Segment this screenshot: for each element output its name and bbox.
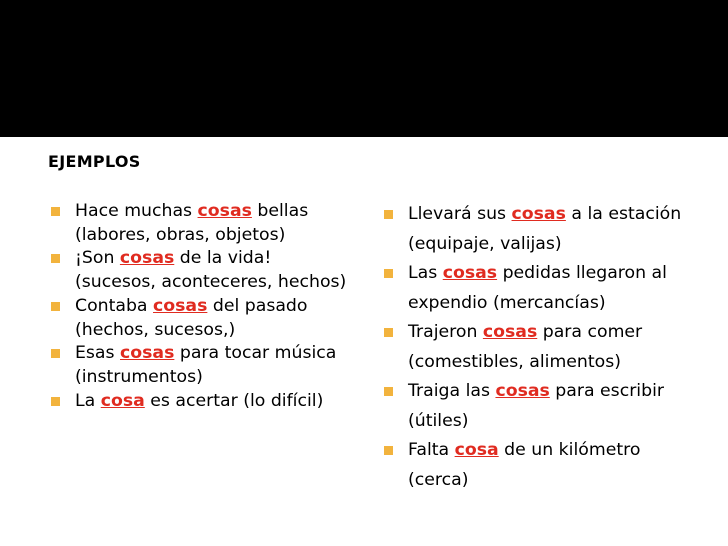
square-bullet-icon: [51, 207, 60, 216]
list-item: Esas cosas para tocar música (instrumentos): [50, 342, 350, 389]
square-bullet-icon: [384, 387, 393, 396]
list-item: Hace muchas cosas bellas (labores, obras, objetos): [50, 200, 350, 247]
list-item: Contaba cosas del pasado (hechos, sucesos,): [50, 295, 350, 342]
highlighted-word: cosa: [454, 440, 499, 460]
square-bullet-icon: [51, 302, 60, 311]
highlighted-word: cosas: [153, 295, 208, 316]
highlighted-word: cosas: [120, 343, 175, 364]
square-bullet-icon: [51, 397, 60, 406]
square-bullet-icon: [384, 446, 393, 455]
list-item: ¡Son cosas de la vida! (sucesos, aconteceres, hechos): [50, 247, 350, 294]
square-bullet-icon: [384, 210, 393, 219]
slide-heading: EJEMPLOS: [48, 152, 141, 171]
highlighted-word: cosas: [482, 322, 538, 342]
list-item: La cosa es acertar (lo difícil): [50, 390, 350, 414]
list-item: Traiga las cosas para escribir (útiles): [383, 377, 688, 436]
highlighted-word: cosas: [442, 263, 498, 283]
highlighted-word: cosas: [511, 204, 566, 224]
square-bullet-icon: [51, 349, 60, 358]
list-item: Llevará sus cosas a la estación (equipaje, valijas): [383, 200, 688, 259]
highlighted-word: cosas: [119, 248, 175, 269]
list-item: Falta cosa de un kilómetro (cerca): [383, 436, 688, 495]
list-item: Trajeron cosas para comer (comestibles, alimentos): [383, 318, 688, 377]
highlighted-word: cosas: [197, 201, 252, 221]
square-bullet-icon: [51, 254, 60, 263]
square-bullet-icon: [384, 328, 393, 337]
right-example-list: [383, 200, 688, 495]
square-bullet-icon: [384, 269, 393, 278]
left-example-list: [50, 200, 350, 413]
highlighted-word: cosa: [100, 390, 145, 411]
highlighted-word: cosas: [495, 381, 550, 401]
title-band: [0, 0, 728, 137]
list-item: Las cosas pedidas llegaron al expendio (mercancías): [383, 259, 688, 318]
